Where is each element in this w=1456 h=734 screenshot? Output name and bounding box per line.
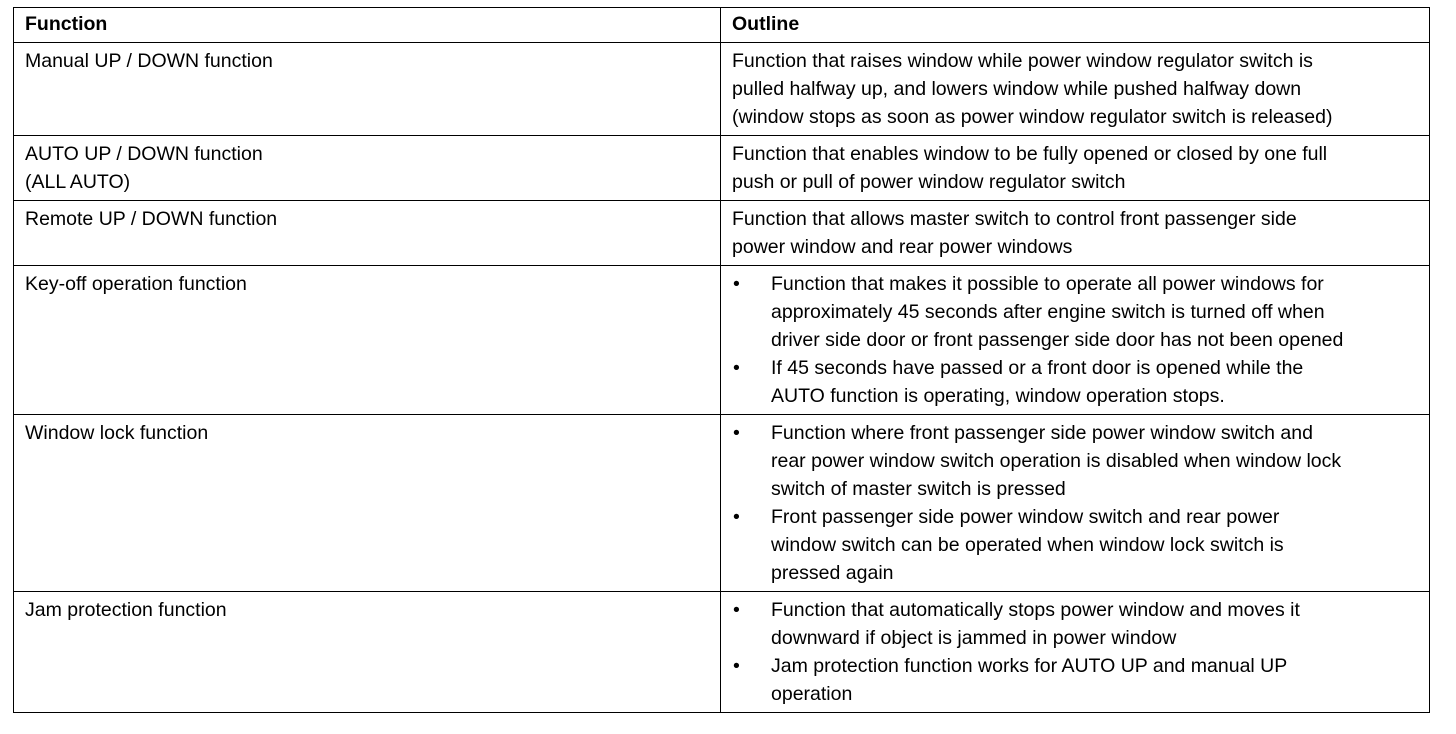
outline-cell	[721, 43, 1430, 136]
outline-cell	[721, 201, 1430, 266]
function-cell	[14, 43, 721, 136]
function-name: AUTO UP / DOWN function	[25, 143, 263, 165]
list-item	[732, 596, 1421, 652]
bullet-icon: •	[733, 655, 740, 677]
function-outline-table	[13, 7, 1430, 713]
outline-text: switch of master switch is pressed	[771, 478, 1066, 500]
outline-text: window switch can be operated when window lock switch is	[771, 534, 1284, 556]
outline-text: Function where front passenger side power window switch and	[771, 422, 1313, 444]
bullet-icon: •	[733, 422, 740, 444]
table-header-row	[14, 8, 1430, 43]
outline-text: pulled halfway up, and lowers window while pushed halfway down	[732, 78, 1302, 100]
outline-text: push or pull of power window regulator switch	[732, 171, 1126, 193]
function-cell	[14, 136, 721, 201]
function-name: Window lock function	[25, 422, 209, 444]
list-item	[732, 270, 1421, 354]
outline-cell	[721, 266, 1430, 415]
function-cell	[14, 201, 721, 266]
table-row	[14, 43, 1430, 136]
column-header-function: Function	[14, 8, 721, 43]
bullet-icon: •	[733, 599, 740, 621]
bullet-icon: •	[733, 506, 740, 528]
outline-bullet-list	[732, 270, 1421, 410]
function-name: Remote UP / DOWN function	[25, 208, 278, 230]
table-row	[14, 415, 1430, 592]
table-row	[14, 136, 1430, 201]
outline-text: If 45 seconds have passed or a front door is opened while the	[771, 357, 1304, 379]
outline-bullet-list	[732, 596, 1421, 708]
outline-bullet-list	[732, 419, 1421, 587]
bullet-icon: •	[733, 357, 740, 379]
outline-text: operation	[771, 683, 853, 705]
outline-text: Jam protection function works for AUTO UP and manual UP	[771, 655, 1288, 677]
outline-text: driver side door or front passenger side door has not been opened	[771, 329, 1344, 351]
table-row	[14, 266, 1430, 415]
outline-text: Function that enables window to be fully opened or closed by one full	[732, 143, 1328, 165]
outline-text: rear power window switch operation is disabled when window lock	[771, 450, 1342, 472]
outline-text: downward if object is jammed in power window	[771, 627, 1177, 649]
bullet-icon: •	[733, 273, 740, 295]
function-cell	[14, 266, 721, 415]
function-name-note: (ALL AUTO)	[25, 171, 131, 193]
list-item	[732, 652, 1421, 708]
table-row	[14, 592, 1430, 713]
function-name: Key-off operation function	[25, 273, 247, 295]
outline-text: pressed again	[771, 562, 894, 584]
outline-text: Function that makes it possible to operate all power windows for	[771, 273, 1324, 295]
outline-cell	[721, 415, 1430, 592]
outline-text: Function that raises window while power window regulator switch is	[732, 50, 1313, 72]
function-cell	[14, 415, 721, 592]
outline-text: Front passenger side power window switch and rear power	[771, 506, 1280, 528]
function-name: Jam protection function	[25, 599, 227, 621]
outline-cell	[721, 136, 1430, 201]
list-item	[732, 419, 1421, 503]
outline-cell	[721, 592, 1430, 713]
outline-text: Function that allows master switch to control front passenger side	[732, 208, 1297, 230]
table-row	[14, 201, 1430, 266]
outline-text: (window stops as soon as power window regulator switch is released)	[732, 106, 1333, 128]
outline-text: approximately 45 seconds after engine switch is turned off when	[771, 301, 1325, 323]
outline-text: AUTO function is operating, window operation stops.	[771, 385, 1225, 407]
function-cell	[14, 592, 721, 713]
list-item	[732, 503, 1421, 587]
outline-text: Function that automatically stops power window and moves it	[771, 599, 1300, 621]
column-header-outline: Outline	[721, 8, 1430, 43]
function-name: Manual UP / DOWN function	[25, 50, 273, 72]
list-item	[732, 354, 1421, 410]
outline-text: power window and rear power windows	[732, 236, 1073, 258]
